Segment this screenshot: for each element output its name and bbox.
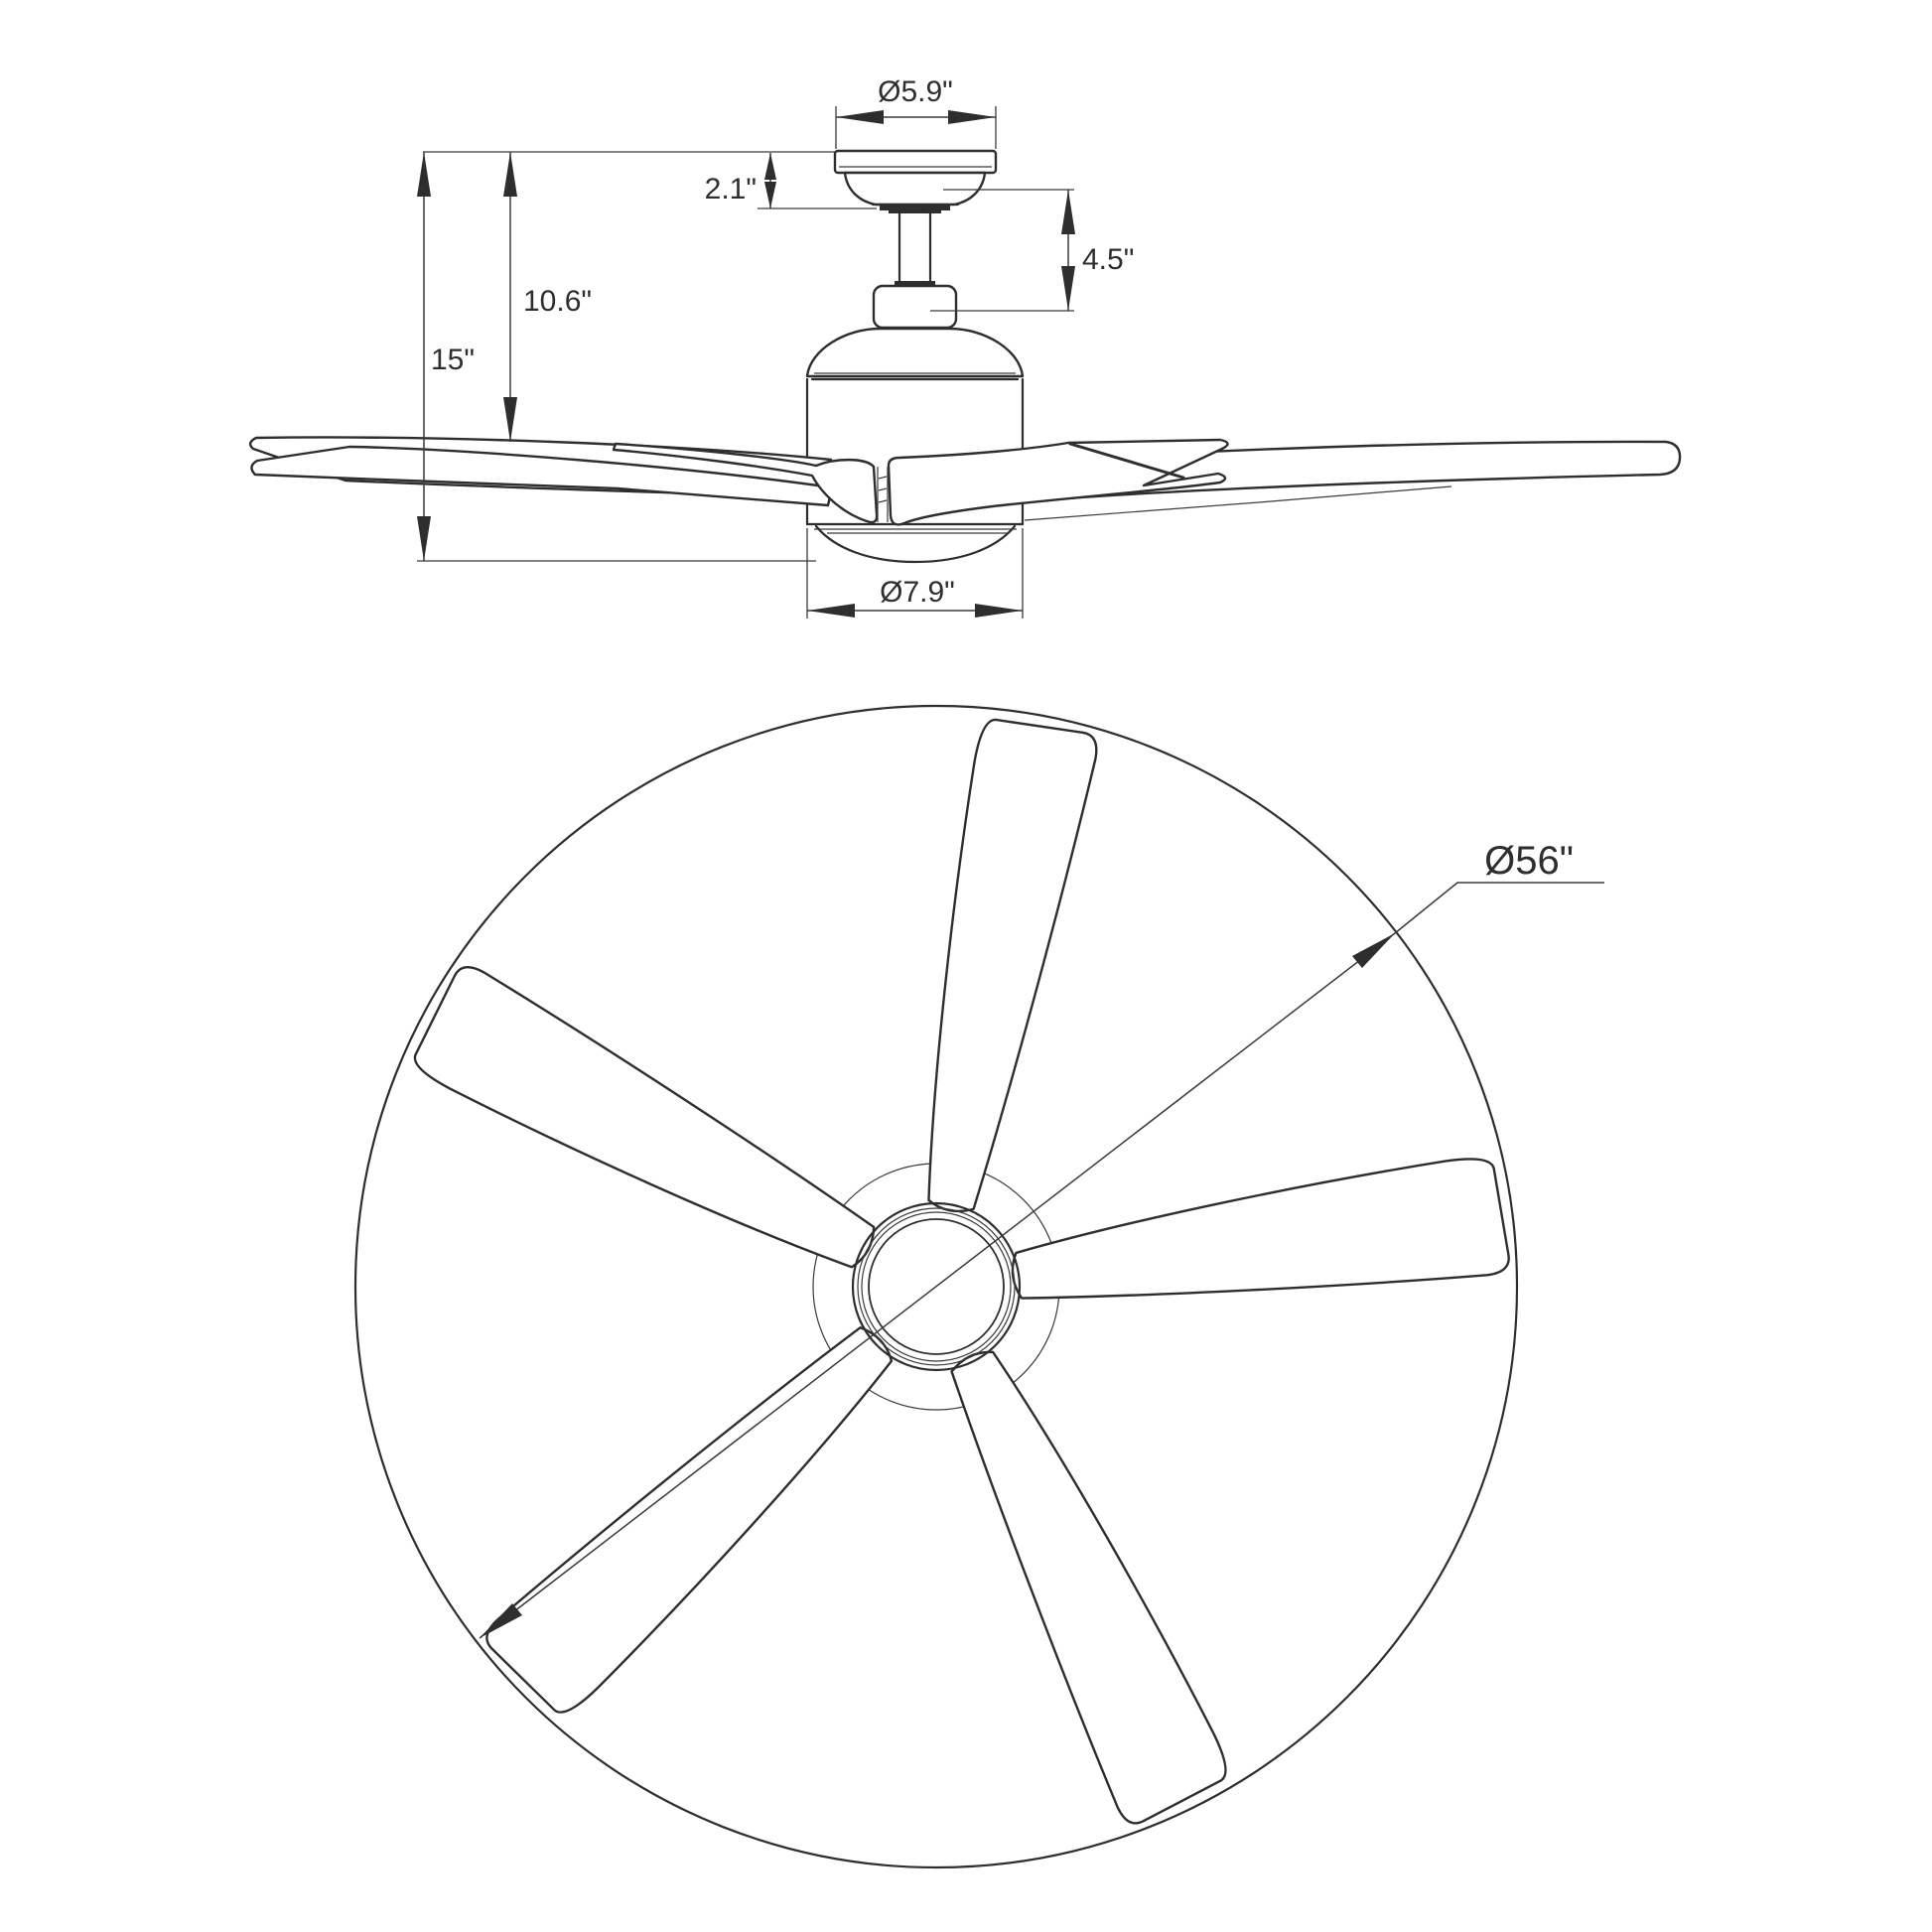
blade — [481, 1299, 922, 1723]
arrowhead-icon — [1061, 190, 1075, 234]
arrowhead-icon — [836, 110, 884, 124]
blade-right-middle — [889, 440, 1228, 524]
canopy-diameter-label: Ø5.9" — [878, 75, 953, 108]
canopy-flange — [880, 206, 950, 210]
fan-blades-side — [250, 438, 1680, 525]
top-view — [355, 706, 1604, 1867]
dimension-downrod-height — [930, 190, 1134, 311]
arrowhead-icon — [417, 516, 431, 561]
arrowhead-icon — [1352, 933, 1395, 968]
dimension-ceiling-to-blade — [503, 152, 592, 442]
canopy-plate — [835, 151, 996, 173]
arrowhead-icon — [975, 604, 1023, 618]
blade — [406, 961, 896, 1305]
fan-blades-top — [406, 714, 1511, 1829]
canopy-dome — [845, 173, 985, 205]
downrod — [895, 213, 935, 286]
arrowhead-icon — [807, 604, 855, 618]
downrod-height-label: 4.5" — [1082, 243, 1135, 276]
motor-coupler — [874, 286, 956, 328]
side-view — [250, 75, 1680, 619]
arrowhead-icon — [417, 152, 431, 197]
arrowhead-icon — [1061, 266, 1075, 311]
ceiling-to-blade-label: 10.6" — [523, 285, 593, 318]
arrowhead-icon — [948, 110, 996, 124]
motor-bell — [807, 329, 1023, 376]
light-kit-dome — [816, 526, 1015, 562]
canopy — [835, 151, 996, 213]
canopy-height-label: 2.1" — [704, 173, 757, 206]
blade — [918, 1330, 1234, 1829]
motor-shaft — [878, 467, 888, 522]
dimension-canopy-diameter — [836, 75, 996, 149]
arrowhead-icon — [764, 153, 776, 180]
blade — [890, 714, 1100, 1222]
housing-diameter-label: Ø7.9" — [880, 576, 955, 609]
arrowhead-icon — [503, 152, 517, 197]
overall-height-label: 15" — [431, 344, 476, 376]
arrowhead-icon — [764, 182, 776, 208]
dimension-housing-diameter — [807, 528, 1023, 619]
arrowhead-icon — [503, 397, 517, 442]
blade — [1006, 1155, 1511, 1332]
sweep-diameter-label: Ø56" — [1484, 839, 1574, 883]
